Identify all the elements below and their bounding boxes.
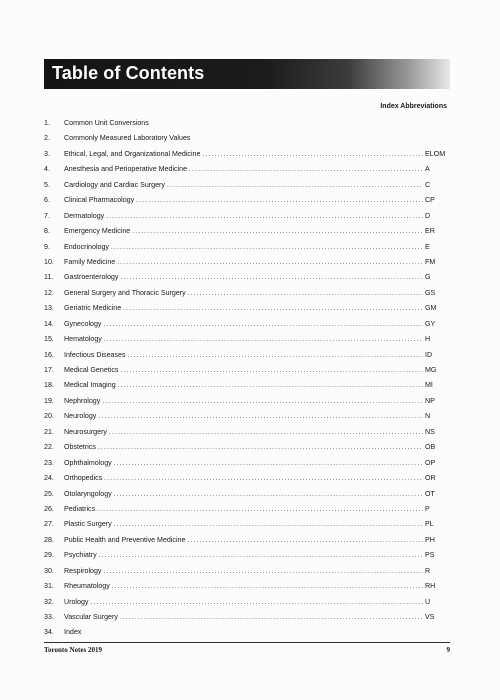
toc-entry-number: 23.	[44, 458, 54, 467]
toc-entry-title: Rheumatology	[64, 582, 110, 591]
toc-entry-number: 32.	[44, 597, 54, 606]
toc-entry-title: Urology	[64, 597, 89, 606]
toc-entry-title: Infectious Diseases	[64, 350, 126, 359]
toc-entry-abbreviation: RH	[425, 582, 436, 591]
toc-dot-leader	[202, 147, 423, 162]
toc-entry-number: 25.	[44, 489, 54, 498]
toc-dot-leader	[106, 209, 423, 224]
toc-dot-leader	[90, 595, 423, 610]
toc-entry-number: 14.	[44, 319, 54, 328]
toc-entry-title: Respirology	[64, 566, 102, 575]
toc-dot-leader	[188, 286, 423, 301]
toc-entry[interactable]	[44, 533, 447, 548]
toc-entry-abbreviation: N	[425, 412, 431, 421]
toc-entry-title: Endocrinology	[64, 242, 109, 251]
index-abbreviations-label: Index Abbreviations	[380, 103, 447, 110]
toc-entry[interactable]	[44, 147, 447, 162]
toc-dot-leader	[189, 162, 423, 177]
toc-dot-leader	[98, 409, 423, 424]
toc-dot-leader	[120, 363, 423, 378]
table-of-contents-list	[44, 116, 447, 641]
toc-entry-number: 20.	[44, 412, 54, 421]
toc-dot-leader	[111, 240, 423, 255]
toc-entry-number: 34.	[44, 628, 54, 637]
toc-dot-leader	[103, 564, 423, 579]
toc-entry[interactable]	[44, 193, 447, 208]
toc-entry-abbreviation: PL	[425, 520, 434, 529]
toc-dot-leader	[123, 301, 423, 316]
toc-dot-leader	[109, 425, 423, 440]
toc-entry-abbreviation: OR	[425, 474, 436, 483]
toc-entry[interactable]	[44, 548, 447, 563]
toc-entry[interactable]	[44, 409, 447, 424]
toc-entry-number: 21.	[44, 427, 54, 436]
toc-entry[interactable]	[44, 440, 447, 455]
toc-dot-leader	[187, 533, 423, 548]
footer-divider	[44, 642, 450, 643]
toc-entry-title: Ophthalmology	[64, 458, 112, 467]
toc-entry-number: 19.	[44, 396, 54, 405]
footer-page-number: 9	[446, 646, 450, 654]
toc-dot-leader	[114, 517, 423, 532]
toc-entry-number: 26.	[44, 504, 54, 513]
toc-entry-abbreviation: U	[425, 597, 431, 606]
toc-entry[interactable]	[44, 595, 447, 610]
toc-entry[interactable]	[44, 456, 447, 471]
toc-dot-leader	[136, 193, 423, 208]
toc-entry-abbreviation: GM	[425, 304, 437, 313]
toc-entry[interactable]	[44, 286, 447, 301]
toc-dot-leader	[102, 394, 423, 409]
toc-entry[interactable]	[44, 162, 447, 177]
toc-entry[interactable]	[44, 363, 447, 378]
toc-entry-number: 18.	[44, 381, 54, 390]
toc-entry-abbreviation: VS	[425, 613, 435, 621]
toc-entry[interactable]	[44, 178, 447, 193]
toc-entry-number: 9.	[44, 242, 50, 251]
toc-entry-abbreviation: FM	[425, 257, 436, 266]
toc-entry-number: 4.	[44, 165, 50, 174]
toc-entry-title: Medical Genetics	[64, 366, 119, 374]
toc-entry-number: 10.	[44, 257, 54, 266]
toc-entry[interactable]	[44, 116, 447, 131]
toc-entry-number: 29.	[44, 551, 54, 560]
toc-entry-abbreviation: ER	[425, 227, 435, 236]
toc-entry-title: Pediatrics	[64, 504, 96, 513]
toc-entry[interactable]	[44, 517, 447, 532]
toc-entry-abbreviation: ID	[425, 350, 433, 359]
toc-dot-leader	[120, 610, 423, 625]
title-banner	[44, 59, 450, 89]
toc-dot-leader	[167, 178, 423, 193]
toc-dot-leader	[114, 487, 423, 502]
toc-entry-title: Plastic Surgery	[64, 520, 112, 529]
toc-entry-number: 24.	[44, 474, 54, 483]
toc-entry[interactable]	[44, 348, 447, 363]
toc-entry-abbreviation: OB	[425, 443, 436, 452]
toc-entry-title: Obstetrics	[64, 443, 96, 452]
toc-entry-title: Public Health and Preventive Medicine	[64, 535, 186, 544]
toc-entry-title: Index	[64, 628, 82, 637]
toc-entry-title: Emergency Medicine	[64, 227, 131, 236]
toc-entry[interactable]	[44, 625, 447, 640]
toc-dot-leader	[104, 471, 423, 486]
toc-entry-number: 28.	[44, 535, 54, 544]
toc-entry-abbreviation: PH	[425, 535, 435, 544]
toc-entry-title: Ethical, Legal, and Organizational Medicine	[64, 149, 201, 158]
footer-book-title: Toronto Notes 2019	[44, 646, 102, 654]
toc-entry-title: Otolaryngology	[64, 489, 112, 498]
toc-entry[interactable]	[44, 209, 447, 224]
toc-entry-title: Cardiology and Cardiac Surgery	[64, 180, 165, 189]
toc-dot-leader	[118, 378, 423, 393]
toc-dot-leader	[99, 548, 423, 563]
toc-entry-number: 31.	[44, 582, 54, 591]
toc-entry-abbreviation: G	[425, 273, 431, 282]
toc-entry-abbreviation: ELOM	[425, 149, 446, 158]
toc-entry-number: 7.	[44, 211, 50, 220]
toc-entry-number: 8.	[44, 227, 50, 236]
toc-entry-number: 22.	[44, 443, 54, 452]
toc-entry-title: Vascular Surgery	[64, 613, 118, 621]
toc-entry-title: Neurology	[64, 412, 97, 421]
toc-entry-abbreviation: D	[425, 211, 431, 220]
toc-entry-abbreviation: A	[425, 165, 430, 174]
toc-entry-title: Gastroenterology	[64, 273, 119, 282]
toc-entry-abbreviation: H	[425, 335, 431, 344]
toc-entry-abbreviation: CP	[425, 196, 435, 205]
toc-entry-title: Medical Imaging	[64, 381, 116, 390]
toc-entry[interactable]	[44, 610, 447, 625]
toc-entry[interactable]	[44, 270, 447, 285]
toc-entry-title: Orthopedics	[64, 474, 103, 483]
toc-entry-number: 6.	[44, 196, 50, 205]
toc-entry-abbreviation: E	[425, 242, 430, 251]
toc-entry-abbreviation: MI	[425, 381, 433, 390]
toc-entry-abbreviation: MG	[425, 366, 437, 374]
toc-entry[interactable]	[44, 240, 447, 255]
toc-entry-number: 5.	[44, 180, 50, 189]
toc-dot-leader	[112, 579, 423, 594]
toc-entry-number: 3.	[44, 149, 50, 158]
toc-entry-number: 16.	[44, 350, 54, 359]
toc-entry-title: Nephrology	[64, 396, 101, 405]
toc-entry[interactable]	[44, 317, 447, 332]
toc-entry[interactable]	[44, 131, 447, 146]
toc-entry-title: Clinical Pharmacology	[64, 196, 135, 205]
toc-entry-abbreviation: PS	[425, 551, 435, 560]
toc-entry[interactable]	[44, 502, 447, 517]
toc-entry-abbreviation: R	[425, 566, 431, 575]
toc-entry[interactable]	[44, 394, 447, 409]
toc-dot-leader	[128, 348, 423, 363]
toc-entry-number: 17.	[44, 366, 54, 374]
toc-entry-number: 1.	[44, 119, 50, 127]
toc-entry-title: General Surgery and Thoracic Surgery	[64, 288, 186, 297]
toc-entry-number: 12.	[44, 288, 54, 297]
toc-entry-abbreviation: GS	[425, 288, 436, 297]
toc-dot-leader	[97, 502, 423, 517]
toc-entry-title: Dermatology	[64, 211, 105, 220]
toc-entry-abbreviation: NS	[425, 427, 435, 436]
toc-entry-number: 13.	[44, 304, 54, 313]
toc-entry-number: 11.	[44, 273, 54, 282]
toc-entry-title: Family Medicine	[64, 257, 116, 266]
toc-entry[interactable]	[44, 425, 447, 440]
toc-entry[interactable]	[44, 224, 447, 239]
page-title: Table of Contents	[52, 63, 205, 83]
toc-entry-number: 2.	[44, 134, 50, 143]
toc-entry-title: Geriatric Medicine	[64, 304, 122, 313]
toc-entry[interactable]	[44, 471, 447, 486]
toc-entry-abbreviation: P	[425, 504, 430, 513]
toc-entry-abbreviation: OT	[425, 489, 435, 498]
toc-entry-abbreviation: GY	[425, 319, 436, 328]
toc-entry[interactable]	[44, 255, 447, 270]
toc-dot-leader	[104, 332, 423, 347]
toc-dot-leader	[120, 270, 423, 285]
toc-entry[interactable]	[44, 332, 447, 347]
toc-entry-number: 30.	[44, 566, 54, 575]
toc-entry-title: Gynecology	[64, 319, 102, 328]
toc-dot-leader	[132, 224, 423, 239]
toc-entry-title: Neurosurgery	[64, 427, 107, 436]
toc-entry[interactable]	[44, 487, 447, 502]
toc-entry-number: 27.	[44, 520, 54, 529]
toc-dot-leader	[98, 440, 423, 455]
toc-entry-abbreviation: NP	[425, 396, 435, 405]
toc-entry[interactable]	[44, 564, 447, 579]
toc-dot-leader	[114, 456, 423, 471]
toc-entry-title: Anesthesia and Perioperative Medicine	[64, 165, 188, 174]
toc-entry-title: Commonly Measured Laboratory Values	[64, 134, 191, 143]
toc-entry-abbreviation: C	[425, 180, 431, 189]
toc-dot-leader	[103, 317, 423, 332]
toc-entry[interactable]	[44, 301, 447, 316]
toc-entry-number: 33.	[44, 613, 54, 621]
toc-entry-title: Psychiatry	[64, 551, 97, 560]
toc-entry-abbreviation: OP	[425, 458, 436, 467]
toc-dot-leader	[117, 255, 423, 270]
toc-entry-title: Common Unit Conversions	[64, 119, 149, 127]
toc-entry-number: 15.	[44, 335, 54, 344]
toc-entry[interactable]	[44, 579, 447, 594]
toc-entry-title: Hematology	[64, 335, 102, 344]
toc-entry[interactable]	[44, 378, 447, 393]
